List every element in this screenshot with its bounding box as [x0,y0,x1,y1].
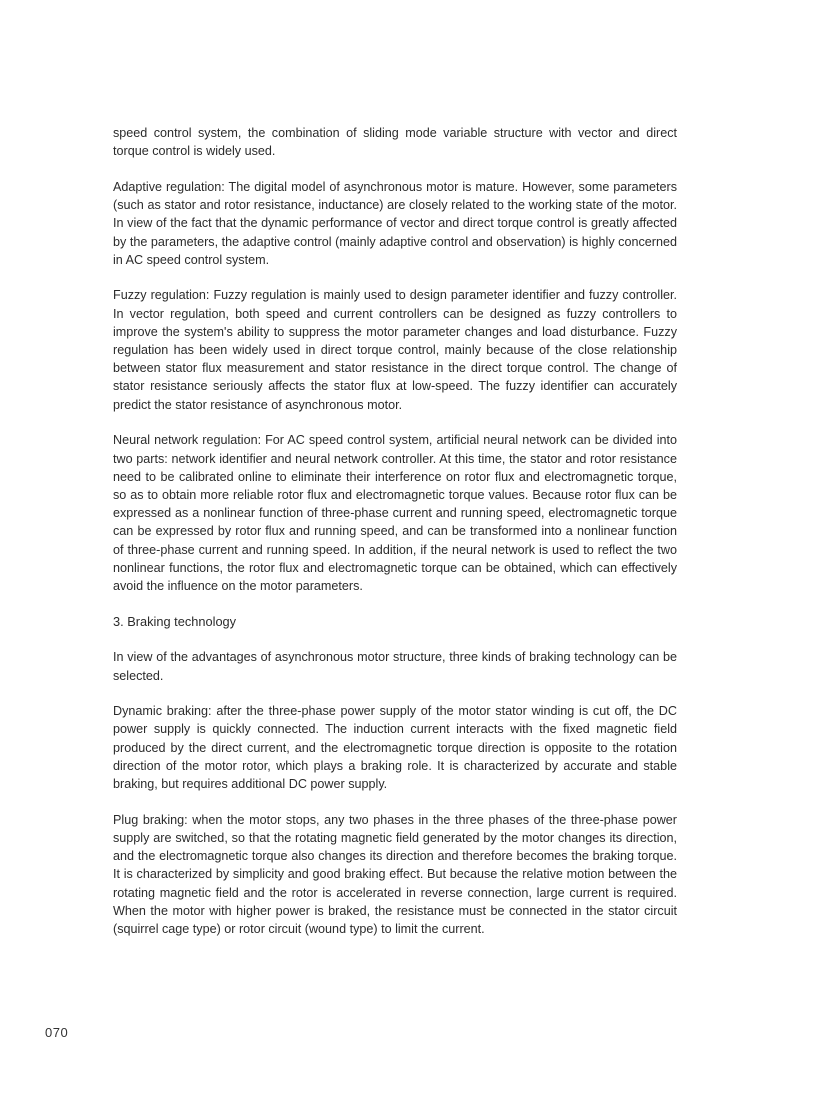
section-heading-braking-technology: 3. Braking technology [113,613,237,629]
page-body [113,124,677,956]
paragraph-plug-braking: Plug braking: when the motor stops, any two phases in the three phases of the three-phase power supply are switched, so that the rotating magnetic field generated by the motor changes its direction, and the electromagnetic torque also changes its direction and therefore becomes the braking torque. It is characterized by simplicity and good braking effect. But because the relative motion between the rotating magnetic field and the rotor is accelerated in reverse connection, large current is required. When the motor with higher power is braked, the resistance must be connected in the stator circuit (squirrel cage type) or rotor circuit (wound type) to limit the current. [113,812,677,937]
paragraph-adaptive-regulation: Adaptive regulation: The digital model of asynchronous motor is mature. However, some parameters (such as stator and rotor resistance, inductance) are closely related to the working state of the motor. In view of the fact that the dynamic performance of vector and direct torque control is greatly affected by the parameters, the adaptive control (mainly adaptive control and observation) is highly concerned in AC speed control system. [113,179,677,267]
paragraph-braking-intro: In view of the advantages of asynchronous motor structure, three kinds of braking technology can be selected. [113,650,677,683]
paragraph-neural-network-regulation: Neural network regulation: For AC speed control system, artificial neural network can be divided into two parts: network identifier and neural network controller. At this time, the stator and rotor resistance need to be calibrated online to eliminate their interference on rotor flux and electromagnetic torque, so as to obtain more reliable rotor flux and electromagnetic torque values. Because rotor flux can be expressed as a nonlinear function of three-phase current and running speed, electromagnetic torque can be expressed by rotor flux and running speed, and can be transformed into a nonlinear function of three-phase current and running speed. In addition, if the neural network is used to reflect the two nonlinear functions, the rotor flux and electromagnetic torque can be obtained, which can effectively avoid the influence on the motor parameters. [113,433,677,593]
paragraph-fuzzy-regulation: Fuzzy regulation: Fuzzy regulation is mainly used to design parameter identifier and fuzzy controller. In vector regulation, both speed and current controllers can be designed as fuzzy controllers to improve the system's ability to suppress the motor parameter changes and load disturbance. Fuzzy regulation has been widely used in direct torque control, mainly because of the close relationship between stator flux measurement and stator resistance in the direct torque control. The change of stator resistance seriously affects the stator flux at low-speed. The fuzzy identifier can accurately predict the stator resistance of asynchronous motor. [113,288,677,412]
page-number: 070 [45,1025,69,1040]
paragraph-dynamic-braking: Dynamic braking: after the three-phase power supply of the motor stator winding is cut off, the DC power supply is quickly connected. The induction current interacts with the fixed magnetic field produced by the direct current, and the electromagnetic torque direction is opposite to the rotation direction of the motor rotor, which plays a braking role. It is characterized by accurate and stable braking, but requires additional DC power supply. [113,704,677,792]
paragraph-sliding-mode-continuation: speed control system, the combination of sliding mode variable structure with vector and direct torque control is widely used. [113,126,677,159]
